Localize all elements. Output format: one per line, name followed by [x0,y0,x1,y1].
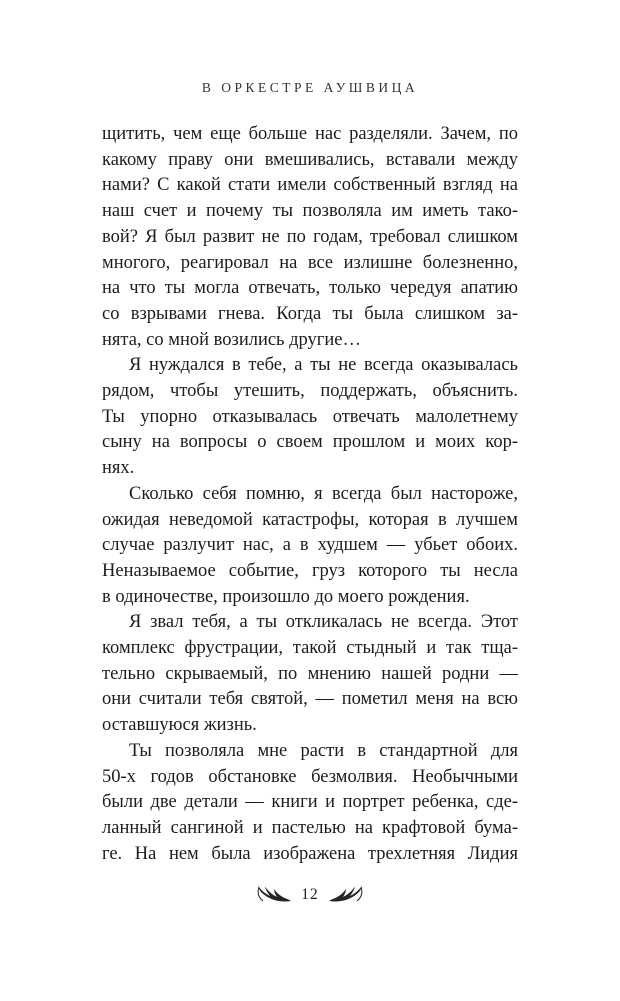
text-line: нами? С какой стати имели собственный взгляд на [102,175,518,196]
text-line: на что ты могла отвечать, только чередуя апатию [102,278,518,299]
text-line: сыну на вопросы о своем прошлом и моих кор- [102,432,518,453]
flourish-ornament-right-icon [328,884,364,906]
text-line: нях. [102,458,135,479]
text-line: в одиночестве, произошло до моего рождения. [102,586,470,607]
text-line: со взрывами гнева. Когда ты была слишком за- [102,303,518,324]
text-line: ланный сангиной и пастелью на крафтовой бума- [102,817,518,838]
text-line: Я нуждался в тебе, а ты не всегда оказывалась [129,355,518,376]
text-line: Сколько себя помню, я всегда был настороже, [129,483,518,504]
text-line: ге. На нем была изображена трехлетняя Лидия [102,843,518,864]
text-line: 50-х годов обстановке безмолвия. Необычными [102,766,518,787]
paragraph [102,739,518,868]
text-line: были две детали — книги и портрет ребенка, сде- [102,792,518,813]
page-number: 12 [301,886,319,903]
text-line: Ты позволяла мне расти в стандартной для [129,740,518,761]
text-line: нята, со мной возились другие… [102,329,361,350]
text-line: оставшуюся жизнь. [102,715,257,736]
text-line: щитить, чем еще больше нас разделяли. Зачем, по [102,124,518,144]
text-line: Я звал тебя, а ты откликалась не всегда. Этот [129,612,518,633]
text-line: рядом, чтобы утешить, поддержать, объяснить. [102,381,518,402]
page-footer [0,884,620,906]
paragraph [102,122,518,353]
text-line: вой? Я был развит не по годам, требовал слишком [102,226,518,247]
text-line: комплекс фрустрации, такой стыдный и так тща- [102,638,518,659]
text-line: случае разлучит нас, а в худшем — убьет обоих. [102,535,518,556]
text-line: они считали тебя святой, — пометил меня на всю [102,689,518,710]
text-line: Ты упорно отказывалась отвечать малолетнему [102,406,518,427]
paragraph [102,610,518,739]
text-line: наш счет и почему ты позволяла им иметь тако- [102,201,518,222]
text-line: многого, реагировал на все излишне болезненно, [102,252,518,273]
text-line: какому праву они вмешивались, вставали между [102,149,518,170]
text-line: тельно скрываемый, по мнению нашей родни — [102,663,518,684]
text-line: Неназываемое событие, груз которого ты несла [102,560,518,581]
flourish-ornament-left-icon [256,884,292,906]
body-text [102,122,518,867]
paragraph [102,482,518,611]
running-head: В ОРКЕСТРЕ АУШВИЦА [201,80,419,95]
paragraph [102,353,518,482]
text-line: ожидая неведомой катастрофы, которая в лучшем [102,509,518,530]
